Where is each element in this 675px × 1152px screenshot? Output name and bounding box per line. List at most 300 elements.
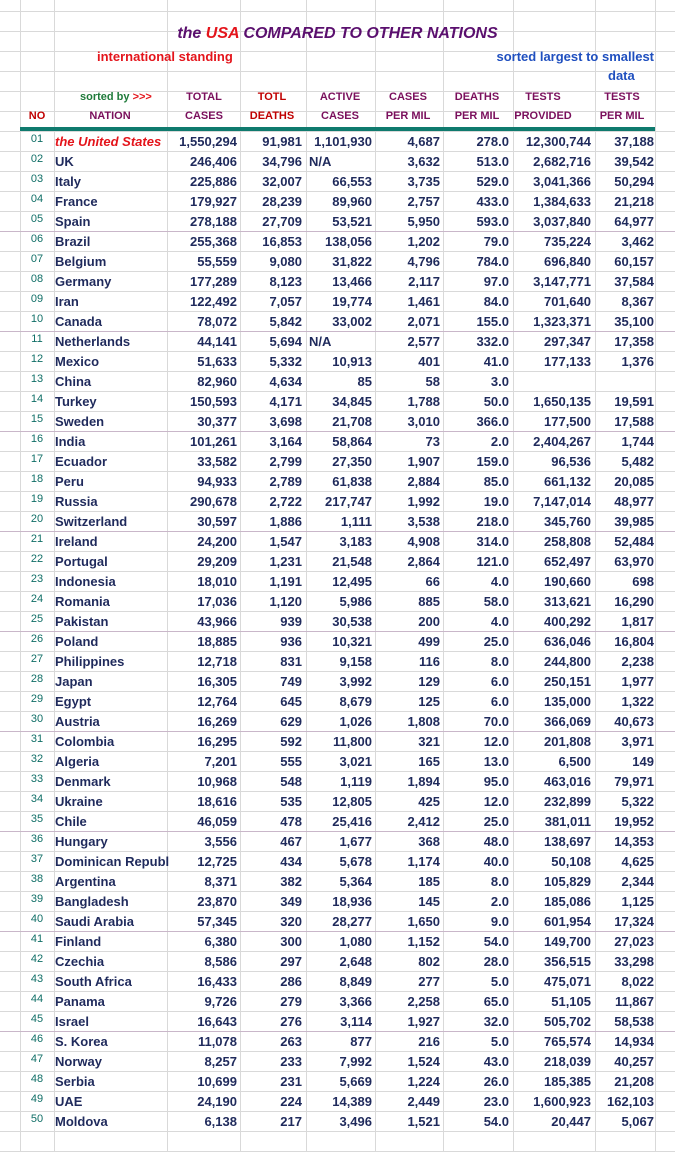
row-number: 45 xyxy=(30,1013,44,1025)
table-cell: 50.0 xyxy=(483,394,509,409)
grid-line xyxy=(240,0,241,1152)
sorted-by-label: sorted by xyxy=(80,91,130,103)
column-header-nation: NATION xyxy=(89,110,131,122)
table-cell: 3,632 xyxy=(407,154,440,169)
table-cell: 217,747 xyxy=(325,494,372,509)
table-cell: 232,899 xyxy=(544,794,591,809)
table-cell: 321 xyxy=(418,734,440,749)
table-cell: 3.0 xyxy=(490,374,509,389)
table-cell: 400,292 xyxy=(544,614,591,629)
table-cell: 4.0 xyxy=(490,614,509,629)
table-cell: 1,461 xyxy=(407,294,440,309)
table-cell: 21,218 xyxy=(614,194,654,209)
table-cell: 1,323,371 xyxy=(533,314,591,329)
row-number: 09 xyxy=(30,293,44,305)
table-cell: 61,838 xyxy=(332,474,372,489)
table-cell: 3,538 xyxy=(407,514,440,529)
table-cell: 434 xyxy=(280,854,302,869)
table-cell: 701,640 xyxy=(544,294,591,309)
table-cell: 179,927 xyxy=(190,194,237,209)
table-cell: 592 xyxy=(280,734,302,749)
table-cell: 12,725 xyxy=(197,854,237,869)
table-cell: 32.0 xyxy=(483,1014,509,1029)
table-cell: 1,894 xyxy=(407,774,440,789)
nation-name: Israel xyxy=(55,1014,89,1029)
table-cell: 246,406 xyxy=(190,154,237,169)
table-cell: 6,380 xyxy=(204,934,237,949)
table-cell: 9.0 xyxy=(490,914,509,929)
table-cell: 16,804 xyxy=(614,634,654,649)
table-cell: 21,208 xyxy=(614,1074,654,1089)
table-cell: 10,699 xyxy=(197,1074,237,1089)
table-cell: 1,808 xyxy=(407,714,440,729)
table-cell: 349 xyxy=(280,894,302,909)
table-cell: 8.0 xyxy=(490,654,509,669)
column-header-top: TOTL xyxy=(257,91,287,103)
table-cell: 31,822 xyxy=(332,254,372,269)
header-separator xyxy=(20,127,655,131)
table-cell: 8.0 xyxy=(490,874,509,889)
table-cell: 200 xyxy=(418,614,440,629)
table-cell: 5,364 xyxy=(339,874,372,889)
table-cell: 9,158 xyxy=(339,654,372,669)
table-cell: 16,295 xyxy=(197,734,237,749)
table-cell: 27,023 xyxy=(614,934,654,949)
table-cell: 629 xyxy=(280,714,302,729)
table-cell: 645 xyxy=(280,694,302,709)
table-cell: 3,556 xyxy=(204,834,237,849)
table-cell: 8,123 xyxy=(269,274,302,289)
column-header-top: TOTAL xyxy=(186,91,222,103)
table-cell: 48,977 xyxy=(614,494,654,509)
table-cell: 60,157 xyxy=(614,254,654,269)
row-number: 42 xyxy=(30,953,44,965)
table-cell: 5,482 xyxy=(621,454,654,469)
table-cell: 116 xyxy=(419,654,440,669)
table-cell: 2,682,716 xyxy=(533,154,591,169)
row-number: 44 xyxy=(30,993,44,1005)
table-cell: 17,588 xyxy=(614,414,654,429)
table-cell: 5,067 xyxy=(621,1114,654,1129)
column-header-bottom: PER MIL xyxy=(599,110,645,122)
row-number: 07 xyxy=(30,253,44,265)
table-cell: 33,002 xyxy=(332,314,372,329)
row-number: 18 xyxy=(30,473,44,485)
nation-name: Ukraine xyxy=(55,794,103,809)
nation-name: Philippines xyxy=(55,654,125,669)
table-cell: 8,022 xyxy=(621,974,654,989)
table-cell: 2,238 xyxy=(621,654,654,669)
grid-line xyxy=(0,71,675,72)
table-cell: 2,449 xyxy=(407,1094,440,1109)
table-cell: 636,046 xyxy=(544,634,591,649)
table-cell: 8,679 xyxy=(339,694,372,709)
nation-name: Mexico xyxy=(55,354,100,369)
table-cell: 44,141 xyxy=(197,334,237,349)
table-cell: 548 xyxy=(280,774,302,789)
table-cell: 24,200 xyxy=(197,534,237,549)
table-cell: 39,985 xyxy=(614,514,654,529)
table-cell: 1,111 xyxy=(340,514,372,529)
nation-name: Romania xyxy=(55,594,110,609)
row-number: 23 xyxy=(30,573,44,585)
table-cell: 279 xyxy=(280,994,302,1009)
table-cell: 936 xyxy=(280,634,302,649)
table-cell: 65.0 xyxy=(483,994,509,1009)
table-cell: 85.0 xyxy=(483,474,509,489)
table-cell: 382 xyxy=(280,874,302,889)
table-cell: 27,709 xyxy=(262,214,302,229)
table-cell: 3,041,366 xyxy=(533,174,591,189)
table-cell: 225,886 xyxy=(190,174,237,189)
table-cell: 10,913 xyxy=(332,354,372,369)
table-cell: 12.0 xyxy=(483,734,509,749)
table-cell: 3,735 xyxy=(407,174,440,189)
table-cell: 177,500 xyxy=(544,414,591,429)
table-cell: 652,497 xyxy=(544,554,591,569)
row-number: 31 xyxy=(30,733,44,745)
nation-name: Japan xyxy=(55,674,93,689)
nation-name: Argentina xyxy=(55,874,116,889)
column-header-top: DEATHS xyxy=(454,91,500,103)
nation-name: Egypt xyxy=(55,694,92,709)
table-cell: 1,886 xyxy=(269,514,302,529)
table-cell: 276 xyxy=(280,1014,302,1029)
table-cell: 1,224 xyxy=(407,1074,440,1089)
table-cell: 1,125 xyxy=(621,894,654,909)
table-cell: 11,867 xyxy=(614,994,654,1009)
sorted-by-note xyxy=(80,87,152,107)
row-number: 13 xyxy=(30,373,44,385)
table-cell: 6,500 xyxy=(558,754,591,769)
row-number: 15 xyxy=(30,413,44,425)
grid-line xyxy=(443,0,444,1152)
nation-name: UAE xyxy=(55,1094,83,1109)
row-number: 29 xyxy=(30,693,44,705)
table-cell: 467 xyxy=(280,834,302,849)
row-number: 12 xyxy=(30,353,44,365)
table-cell: 3,496 xyxy=(339,1114,372,1129)
table-cell: 43.0 xyxy=(483,1054,509,1069)
table-cell: 535 xyxy=(280,794,302,809)
table-cell: 16,305 xyxy=(197,674,237,689)
table-cell: N/A xyxy=(309,334,332,349)
table-cell: 356,515 xyxy=(544,954,591,969)
row-number: 40 xyxy=(30,913,44,925)
table-cell: 1,376 xyxy=(621,354,654,369)
table-cell: 32,007 xyxy=(262,174,302,189)
table-cell: 51,105 xyxy=(551,994,591,1009)
nation-name: France xyxy=(55,194,98,209)
nation-name: Peru xyxy=(55,474,84,489)
table-cell: 54.0 xyxy=(483,1114,509,1129)
table-cell: 2,117 xyxy=(408,274,440,289)
row-number: 06 xyxy=(30,233,44,245)
table-cell: 12.0 xyxy=(483,794,509,809)
nation-name: South Africa xyxy=(55,974,132,989)
table-cell: 6.0 xyxy=(490,694,509,709)
table-cell: 4,625 xyxy=(621,854,654,869)
table-cell: 1,547 xyxy=(269,534,302,549)
table-cell: 463,016 xyxy=(544,774,591,789)
row-number: 41 xyxy=(30,933,44,945)
row-number: 26 xyxy=(30,633,44,645)
table-cell: 14,353 xyxy=(614,834,654,849)
row-number: 05 xyxy=(30,213,44,225)
table-cell: 8,257 xyxy=(204,1054,237,1069)
table-cell: 696,840 xyxy=(544,254,591,269)
table-cell: 185,385 xyxy=(544,1074,591,1089)
table-cell: 37,188 xyxy=(614,134,654,149)
table-cell: 19,774 xyxy=(332,294,372,309)
table-cell: 17,324 xyxy=(614,914,654,929)
table-cell: 278.0 xyxy=(476,134,509,149)
table-cell: 5,322 xyxy=(621,794,654,809)
table-cell: 332.0 xyxy=(476,334,509,349)
grid-line xyxy=(513,0,514,1152)
table-cell: 16,290 xyxy=(614,594,654,609)
table-cell: 89,960 xyxy=(332,194,372,209)
table-cell: 1,600,923 xyxy=(533,1094,591,1109)
table-cell: 40.0 xyxy=(483,854,509,869)
row-number: 01 xyxy=(30,133,44,145)
nation-name: Austria xyxy=(55,714,100,729)
column-header-top: TESTS xyxy=(525,91,561,103)
table-cell: 4.0 xyxy=(490,574,509,589)
table-cell: 18,010 xyxy=(197,574,237,589)
nation-name: Canada xyxy=(55,314,102,329)
table-cell: 2,071 xyxy=(407,314,440,329)
page-title xyxy=(0,22,675,46)
table-cell: 216 xyxy=(418,1034,440,1049)
table-cell: 1,384,633 xyxy=(533,194,591,209)
table-cell: 48.0 xyxy=(483,834,509,849)
table-cell: 20,447 xyxy=(551,1114,591,1129)
table-cell: 749 xyxy=(280,674,302,689)
table-cell: 13.0 xyxy=(483,754,509,769)
table-cell: 313,621 xyxy=(544,594,591,609)
nation-name: Colombia xyxy=(55,734,115,749)
table-cell: 661,132 xyxy=(544,474,591,489)
row-number: 33 xyxy=(30,773,44,785)
row-number: 08 xyxy=(30,273,44,285)
nation-name: Switzerland xyxy=(55,514,128,529)
nation-name: Russia xyxy=(55,494,98,509)
table-cell: 2,577 xyxy=(407,334,440,349)
table-cell: 18,885 xyxy=(197,634,237,649)
table-cell: 233 xyxy=(280,1054,302,1069)
row-number: 30 xyxy=(30,713,44,725)
table-cell: 25.0 xyxy=(483,634,509,649)
table-cell: 177,133 xyxy=(544,354,591,369)
table-cell: 698 xyxy=(632,574,654,589)
row-number: 36 xyxy=(30,833,44,845)
table-cell: 138,056 xyxy=(325,234,372,249)
subtitle-data: data xyxy=(608,68,635,83)
table-cell: 30,538 xyxy=(332,614,372,629)
table-cell: 939 xyxy=(280,614,302,629)
table-cell: 96,536 xyxy=(551,454,591,469)
table-cell: 290,678 xyxy=(190,494,237,509)
table-cell: 162,103 xyxy=(607,1094,654,1109)
table-cell: 4,634 xyxy=(269,374,302,389)
table-cell: 18,616 xyxy=(197,794,237,809)
nation-name: the United States xyxy=(55,134,162,149)
row-number: 27 xyxy=(30,653,44,665)
table-cell: 244,800 xyxy=(544,654,591,669)
title-highlight: USA xyxy=(205,25,239,42)
table-cell: 475,071 xyxy=(544,974,591,989)
column-header-bottom: CASES xyxy=(321,110,359,122)
row-number: 46 xyxy=(30,1033,44,1045)
table-cell: 345,760 xyxy=(544,514,591,529)
nation-name: Spain xyxy=(55,214,91,229)
nation-name: Panama xyxy=(55,994,105,1009)
table-cell: 1,927 xyxy=(407,1014,440,1029)
table-cell: 5,694 xyxy=(269,334,302,349)
table-cell: 5,842 xyxy=(269,314,302,329)
table-cell: 3,698 xyxy=(269,414,302,429)
table-cell: 1,992 xyxy=(407,494,440,509)
table-cell: 84.0 xyxy=(483,294,509,309)
row-number: 22 xyxy=(30,553,44,565)
table-cell: 3,164 xyxy=(269,434,302,449)
table-cell: 19,952 xyxy=(614,814,654,829)
table-cell: 159.0 xyxy=(476,454,509,469)
table-cell: 43,966 xyxy=(197,614,237,629)
nation-name: Poland xyxy=(55,634,99,649)
table-cell: 122,492 xyxy=(190,294,237,309)
table-cell: 14,934 xyxy=(614,1034,654,1049)
table-cell: 286 xyxy=(280,974,302,989)
table-cell: 129 xyxy=(418,674,440,689)
column-header-bottom: PROVIDED xyxy=(514,110,572,122)
row-number: 49 xyxy=(30,1093,44,1105)
table-cell: 2,258 xyxy=(407,994,440,1009)
table-cell: 16,853 xyxy=(262,234,302,249)
table-cell: 125 xyxy=(418,694,440,709)
table-cell: 250,151 xyxy=(544,674,591,689)
column-header-top: TESTS xyxy=(604,91,640,103)
row-number: 25 xyxy=(30,613,44,625)
table-cell: 37,584 xyxy=(614,274,654,289)
table-cell: 877 xyxy=(350,1034,372,1049)
row-number: 10 xyxy=(30,313,44,325)
table-cell: 784.0 xyxy=(476,254,509,269)
table-cell: 735,224 xyxy=(544,234,591,249)
grid-line xyxy=(595,0,596,1152)
table-cell: 29,209 xyxy=(197,554,237,569)
table-cell: 529.0 xyxy=(476,174,509,189)
grid-line xyxy=(167,0,168,1152)
table-cell: 1,788 xyxy=(407,394,440,409)
table-cell: 2,412 xyxy=(407,814,440,829)
column-header-no: NO xyxy=(28,110,46,122)
table-cell: 2,344 xyxy=(621,874,654,889)
table-cell: 5.0 xyxy=(490,974,509,989)
table-cell: 1,817 xyxy=(621,614,654,629)
nation-name: India xyxy=(55,434,86,449)
table-cell: 20,085 xyxy=(614,474,654,489)
nation-name: Brazil xyxy=(55,234,91,249)
table-cell: 1,202 xyxy=(407,234,440,249)
table-cell: 3,114 xyxy=(340,1014,372,1029)
table-cell: 2,648 xyxy=(339,954,372,969)
table-cell: 1,550,294 xyxy=(179,134,237,149)
table-cell: 73 xyxy=(425,434,440,449)
table-cell: 555 xyxy=(280,754,302,769)
table-cell: 57,345 xyxy=(197,914,237,929)
table-cell: N/A xyxy=(309,154,332,169)
table-cell: 12,764 xyxy=(197,694,237,709)
table-cell: 177,289 xyxy=(190,274,237,289)
nation-name: Algeria xyxy=(55,754,100,769)
table-cell: 5.0 xyxy=(490,1034,509,1049)
table-cell: 91,981 xyxy=(262,134,302,149)
table-cell: 5,986 xyxy=(339,594,372,609)
table-cell: 1,521 xyxy=(407,1114,440,1129)
table-cell: 27,350 xyxy=(332,454,372,469)
table-cell: 7,057 xyxy=(269,294,302,309)
table-cell: 24,190 xyxy=(197,1094,237,1109)
table-cell: 478 xyxy=(280,814,302,829)
table-cell: 13,466 xyxy=(332,274,372,289)
row-number: 47 xyxy=(30,1053,44,1065)
nation-name: Sweden xyxy=(55,414,105,429)
row-number: 03 xyxy=(30,173,44,185)
table-cell: 135,000 xyxy=(544,694,591,709)
row-number: 28 xyxy=(30,673,44,685)
table-cell: 41.0 xyxy=(483,354,509,369)
nation-name: S. Korea xyxy=(55,1034,108,1049)
table-cell: 2,722 xyxy=(269,494,302,509)
table-cell: 19,591 xyxy=(614,394,654,409)
row-number: 17 xyxy=(30,453,44,465)
table-cell: 5,669 xyxy=(339,1074,372,1089)
table-cell: 150,593 xyxy=(190,394,237,409)
table-cell: 1,119 xyxy=(340,774,372,789)
table-cell: 277 xyxy=(418,974,440,989)
table-cell: 11,800 xyxy=(332,734,372,749)
nation-name: Czechia xyxy=(55,954,105,969)
table-cell: 16,269 xyxy=(197,714,237,729)
nation-name: Netherlands xyxy=(55,334,131,349)
row-number: 50 xyxy=(30,1113,44,1125)
nation-name: Italy xyxy=(55,174,82,189)
table-cell: 3,971 xyxy=(621,734,654,749)
table-cell: 70.0 xyxy=(483,714,509,729)
table-cell: 2,757 xyxy=(407,194,440,209)
table-cell: 50,294 xyxy=(614,174,654,189)
table-cell: 12,805 xyxy=(332,794,372,809)
table-cell: 2,884 xyxy=(407,474,440,489)
table-cell: 58,864 xyxy=(332,434,372,449)
table-cell: 1,907 xyxy=(407,454,440,469)
row-number: 04 xyxy=(30,193,44,205)
column-header-bottom: CASES xyxy=(185,110,223,122)
table-cell: 63,970 xyxy=(614,554,654,569)
table-cell: 425 xyxy=(418,794,440,809)
table-cell: 105,829 xyxy=(544,874,591,889)
nation-name: Finland xyxy=(55,934,102,949)
table-cell: 21,548 xyxy=(332,554,372,569)
table-cell: 95.0 xyxy=(483,774,509,789)
table-cell: 79,971 xyxy=(614,774,654,789)
table-cell: 1,744 xyxy=(621,434,654,449)
table-cell: 54.0 xyxy=(483,934,509,949)
table-cell: 66,553 xyxy=(332,174,372,189)
table-cell: 51,633 xyxy=(197,354,237,369)
